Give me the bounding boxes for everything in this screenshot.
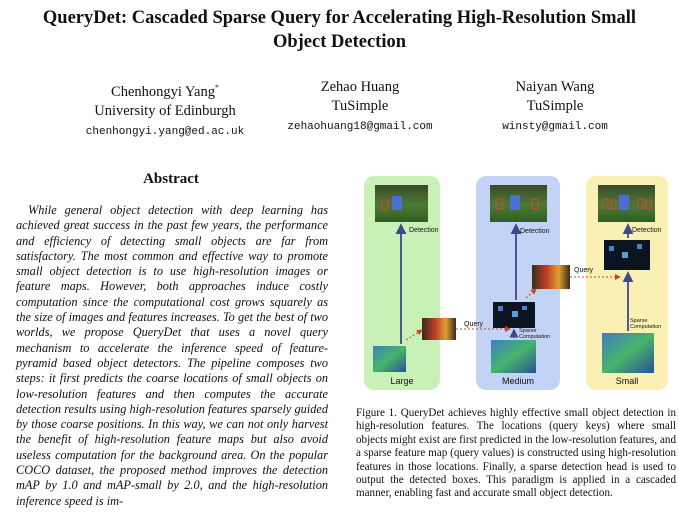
author-name: Chenhongyi Yang*	[111, 83, 219, 100]
author-block-2	[270, 78, 450, 136]
paper-title-line-2: Object Detection	[272, 32, 407, 52]
figure-1	[352, 170, 676, 394]
author-block-3	[475, 78, 635, 136]
sparse-map-small	[604, 240, 650, 270]
detection-image-small	[598, 185, 655, 222]
author-name: Zehao Huang	[320, 79, 400, 95]
detection-label-small: Detection	[632, 227, 662, 234]
paper-title	[0, 6, 679, 54]
author-block-1	[70, 78, 260, 141]
sparse-map-medium	[493, 302, 535, 328]
author-email[interactable]: zehaohuang18@gmail.com	[287, 121, 433, 133]
sparse-computation-label-small: Sparse Computation	[630, 318, 662, 330]
detection-image-medium	[490, 185, 547, 222]
detection-label-large: Detection	[409, 227, 439, 234]
query-heatmap-large	[422, 318, 456, 340]
abstract-heading: Abstract	[143, 171, 199, 187]
paper-title-line-1: QueryDet: Cascaded Sparse Query for Accelerating High-Resolution Small	[42, 8, 637, 28]
panel-label-large: Large	[390, 376, 414, 386]
feature-map-small	[602, 333, 654, 373]
detection-label-medium: Detection	[520, 228, 550, 235]
author-email[interactable]: winsty@gmail.com	[502, 121, 608, 133]
author-affiliation: TuSimple	[331, 98, 389, 114]
author-affiliation: TuSimple	[526, 98, 584, 114]
author-footnote-mark: *	[214, 83, 219, 92]
detection-image-large	[375, 185, 428, 222]
query-label-large: Query	[464, 321, 484, 328]
query-label-medium: Query	[574, 267, 594, 274]
abstract-body	[16, 203, 328, 509]
feature-map-large	[373, 346, 406, 372]
author-name: Naiyan Wang	[515, 79, 595, 95]
panel-label-small: Small	[615, 376, 639, 386]
figure-caption: Figure 1. QueryDet achieves highly effective small object detection in high-resolution features. The locations (query keys) where small objects might exist are first predicted in the low-resolution features, and a sparse feature map (query values) is constructed using high-resolution features in those locations. Finally, a sparse detection head is used to output the detected boxes. This paradigm is applied in a cascaded manner, enabling fast and accurate small object detection.	[356, 407, 676, 500]
author-email[interactable]: chenhongyi.yang@ed.ac.uk	[85, 125, 245, 138]
sparse-computation-label-medium: Sparse Computation	[519, 328, 551, 340]
feature-map-medium	[491, 340, 536, 373]
figure-1-diagram	[352, 170, 676, 394]
author-affiliation: University of Edinburgh	[94, 102, 236, 119]
query-heatmap-medium	[532, 265, 570, 289]
abstract-text: While general object detection with deep learning has achieved great success in the past few years, the performance and efficiency of detecting small objects are far from satisfactory. The most common and effective way to promote small object detection is to use high-resolution images or feature maps. However, both approaches induce costly computation since the computational cost grows squarely as the size of images and features increases. To get the best of two worlds, we propose QueryDet that uses a novel query mechanism to accelerate the inference speed of feature-pyramid based object detectors. The pipeline composes two steps: it first predicts the coarse locations of small objects on low-resolution features and then computes the accurate detection results using high-resolution features sparsely guided by those coarse positions. In this way, we can not only harvest the benefit of high-resolution feature maps but also avoid useless computation for the background area. On the popular COCO dataset, the proposed method improves the detection mAP by 1.0 and mAP-small by 2.0, and the high-resolution inference speed is im-	[16, 203, 328, 508]
panel-label-medium: Medium	[501, 376, 534, 386]
